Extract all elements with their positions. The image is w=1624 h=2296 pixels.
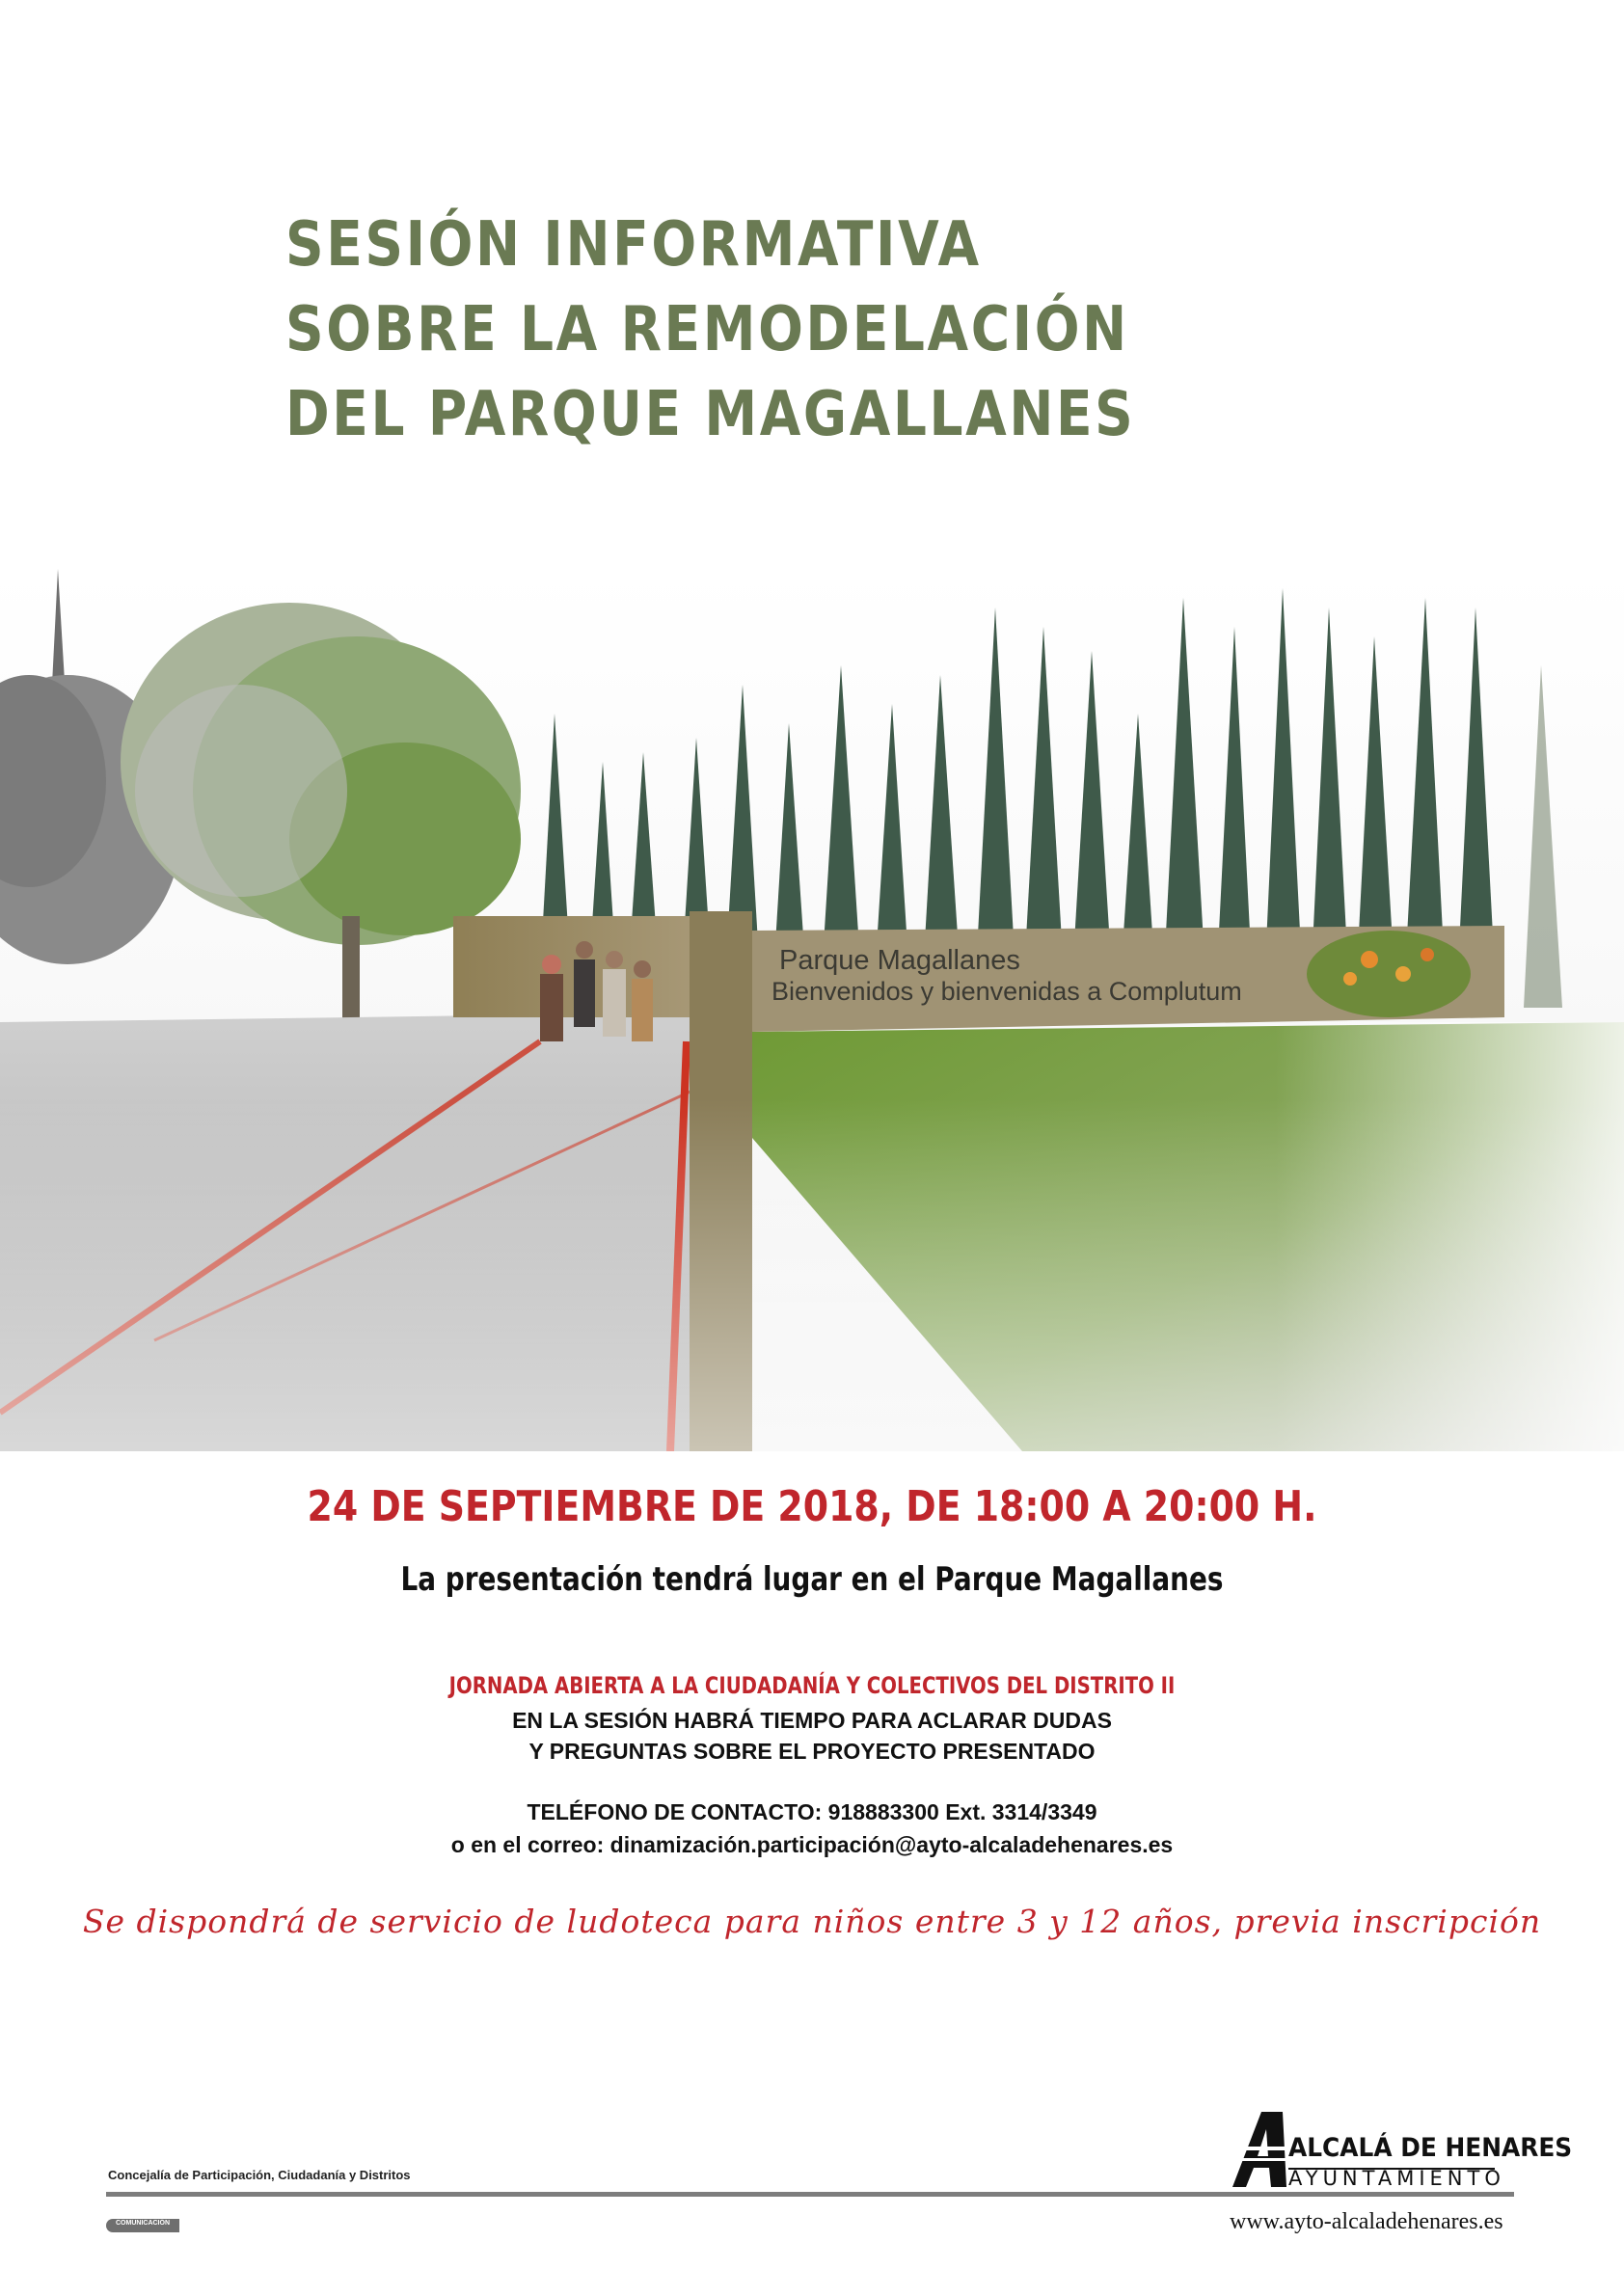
event-date: 24 DE SEPTIEMBRE DE 2018, DE 18:00 A 20:00 H. [307, 1482, 1317, 1531]
title-line-3: DEL PARQUE MAGALLANES [285, 379, 1136, 450]
title-line-2: SOBRE LA REMODELACIÓN [285, 294, 1129, 365]
session-info-line-2: Y PREGUNTAS SOBRE EL PROYECTO PRESENTADO [528, 1739, 1096, 1764]
park-rendering-image [0, 569, 1624, 1451]
contact-email[interactable]: o en el correo: dinamización.participación@ayto-alcaladehenares.es [450, 1832, 1174, 1857]
event-venue: La presentación tendrá lugar en el Parque Magallanes [400, 1560, 1224, 1599]
session-info [0, 1705, 1624, 1767]
session-info-line-1: EN LA SESIÓN HABRÁ TIEMPO PARA ACLARAR DUDAS [512, 1708, 1112, 1733]
open-session-heading: JORNADA ABIERTA A LA CIUDADANÍA Y COLECTIVOS DEL DISTRITO II [448, 1672, 1176, 1699]
website-link[interactable]: www.ayto-alcaladehenares.es [1230, 2209, 1503, 2234]
comunicacion-logo-label: COMUNICACIÓN [116, 2220, 170, 2227]
ludoteca-notice: Se dispondrá de servicio de ludoteca para niños entre 3 y 12 años, previa inscripción [82, 1903, 1542, 1940]
contact-phone: TELÉFONO DE CONTACTO: 918883300 Ext. 3314/3349 [527, 1799, 1097, 1824]
contact-info [0, 1796, 1624, 1861]
comunicacion-logo [106, 2219, 179, 2232]
ayuntamiento-subtitle: AYUNTAMIENTO [1288, 2167, 1505, 2190]
ayuntamiento-name: ALCALÁ DE HENARES [1288, 2133, 1573, 2163]
poster-title [285, 203, 1281, 457]
department-name: Concejalía de Participación, Ciudadanía y Distritos [108, 2168, 411, 2182]
title-line-1: SESIÓN INFORMATIVA [285, 209, 982, 281]
footer-divider [106, 2192, 1514, 2197]
